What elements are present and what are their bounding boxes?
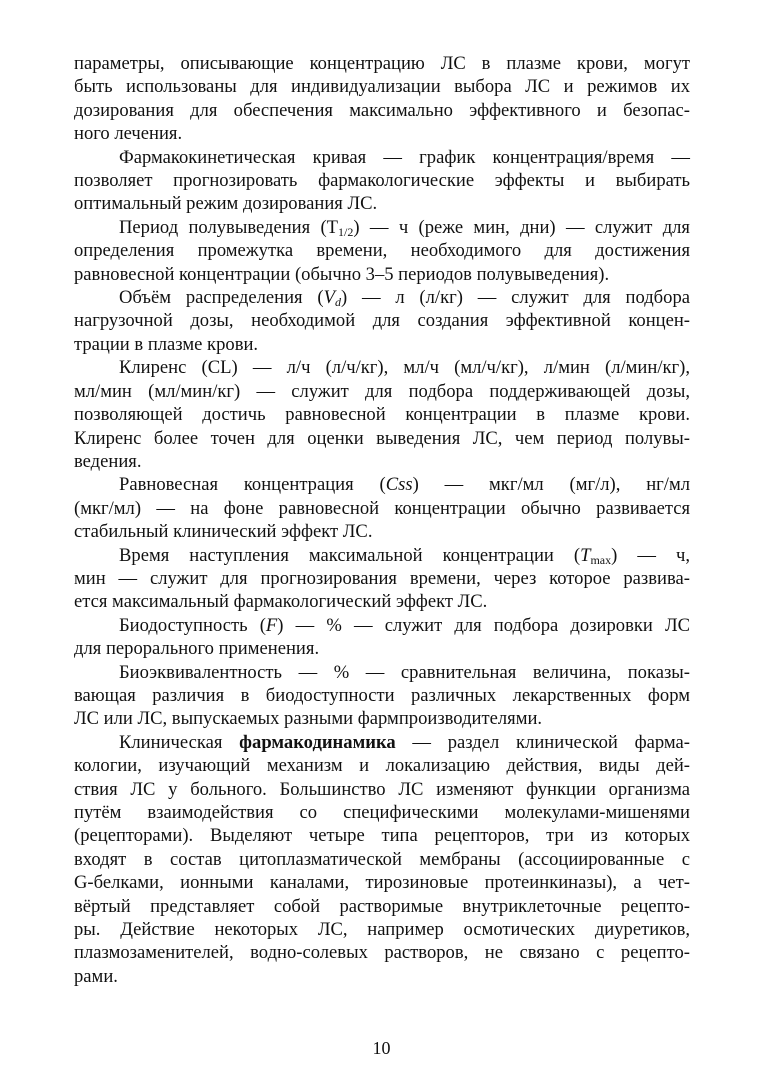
text-line: оптимальный режим дозирования ЛС. — [74, 193, 378, 215]
text-line: ры. Действие некоторых ЛС, например осмотических диуретиков, — [74, 919, 690, 941]
text-run: ) — ч, — [611, 544, 690, 566]
paragraph-volume-distribution — [74, 286, 690, 356]
text-run: Биодоступность ( — [119, 614, 266, 636]
text-line: Фармакокинетическая кривая — график концентрация/время — — [119, 146, 690, 168]
text-line: позволяющей достичь равновесной концентрации в плазме крови. — [74, 404, 690, 426]
paragraph-half-life — [74, 216, 690, 286]
text-line: вающая различия в биодоступности различных лекарственных форм — [74, 684, 690, 706]
text-line: входят в состав цитоплазматической мембраны (ассоциированные с — [74, 848, 690, 870]
text-line: G-белками, ионными каналами, тирозиновые протеинкиназы), а чет- — [74, 872, 690, 894]
text-run: Время наступления максимальной концентрации ( — [119, 544, 581, 566]
text-line: трации в плазме крови. — [74, 333, 259, 355]
paragraph-pk-curve — [74, 146, 690, 216]
text-line: позволяет прогнозировать фармакологические эффекты и выбирать — [74, 170, 690, 192]
text-line: стабильный клинический эффект ЛС. — [74, 521, 373, 543]
text-line: дозирования для обеспечения максимально эффективного и безопас- — [74, 99, 690, 121]
text-line: мин — служит для прогнозирования времени, через которое развива- — [74, 567, 690, 589]
text-line — [74, 544, 690, 567]
text-line: плазмозаменителей, водно-солевых растворов, не связано с рецепто- — [74, 942, 690, 964]
text-line: Клиренс более точен для оценки выведения ЛС, чем период полувы- — [74, 427, 690, 449]
text-run: Объём распределения ( — [119, 287, 324, 309]
page-number: 10 — [372, 1038, 391, 1058]
text-line: ведения. — [74, 450, 142, 472]
text-line: путём взаимодействия со специфическими молекулами-мишенями — [74, 802, 690, 823]
text-line: Клиренс (CL) — л/ч (л/ч/кг), мл/ч (мл/ч/кг), л/мин (л/мин/кг), — [119, 357, 690, 379]
text-line: мл/мин (мл/мин/кг) — служит для подбора поддерживающей дозы, — [74, 380, 690, 402]
term-bold: фармакодинамика — [239, 731, 396, 753]
text-line: параметры, описывающие концентрацию ЛС в плазме крови, могут — [74, 53, 690, 74]
text-line: нагрузочной дозы, необходимой для создания эффективной концен- — [74, 310, 690, 332]
variable: F — [265, 614, 278, 636]
text-line: ного лечения. — [74, 123, 183, 145]
text-line: ется максимальный фармакологический эффект ЛС. — [74, 591, 488, 613]
text-run: ) — % — служит для подбора дозировки ЛС — [277, 614, 690, 636]
page-body — [74, 52, 690, 988]
text-line — [74, 731, 690, 754]
text-line: (мкг/мл) — на фоне равновесной концентрации обычно развивается — [74, 497, 690, 519]
text-run: — раздел клинической фарма- — [395, 731, 690, 753]
variable: Css — [385, 474, 413, 496]
text-line: для перорального применения. — [74, 638, 320, 660]
text-run: Равновесная концентрация ( — [119, 474, 386, 496]
text-line — [74, 286, 690, 309]
text-line: ствия ЛС у больного. Большинство ЛС изменяют функции организма — [74, 778, 690, 800]
text-line: ЛС или ЛС, выпускаемых разными фармпроизводителями. — [74, 708, 543, 730]
text-line: равновесной концентрации (обычно 3–5 периодов полувыведения). — [74, 263, 610, 285]
subscript: 1/2 — [338, 224, 354, 239]
variable: V — [323, 287, 335, 309]
text-line: быть использованы для индивидуализации выбора ЛС и режимов их — [74, 76, 690, 98]
paragraph-bioavailability — [74, 614, 690, 661]
paragraph-intro — [74, 52, 690, 146]
text-line: рами. — [74, 965, 118, 987]
text-line — [74, 216, 690, 239]
subscript: max — [590, 552, 612, 567]
text-line: определения промежутка времени, необходимого для достижения — [74, 240, 690, 262]
variable: T — [580, 544, 591, 566]
text-run: Клиническая — [119, 731, 240, 753]
subscript: d — [334, 295, 341, 310]
paragraph-bioequivalence — [74, 661, 690, 731]
text-line: (рецепторами). Выделяют четыре типа рецепторов, три из которых — [74, 825, 690, 847]
paragraph-steady-state — [74, 473, 690, 543]
text-line: кологии, изучающий механизм и локализацию действия, виды дей- — [74, 755, 690, 777]
text-run: ) — мкг/мл (мг/л), нг/мл — [412, 474, 690, 496]
text-line: Биоэквивалентность — % — сравнительная величина, показы- — [119, 661, 690, 683]
text-run: ) — ч (реже мин, дни) — служит для — [353, 216, 690, 238]
paragraph-pharmacodynamics — [74, 731, 690, 988]
text-run: Период полувыведения (T — [119, 216, 339, 238]
text-line — [74, 614, 690, 637]
text-line: вёртый представляет собой растворимые внутриклеточные рецепто- — [74, 895, 690, 917]
paragraph-clearance — [74, 356, 690, 473]
paragraph-tmax — [74, 544, 690, 614]
text-run: ) — л (л/кг) — служит для подбора — [340, 287, 690, 309]
text-line — [74, 473, 690, 496]
